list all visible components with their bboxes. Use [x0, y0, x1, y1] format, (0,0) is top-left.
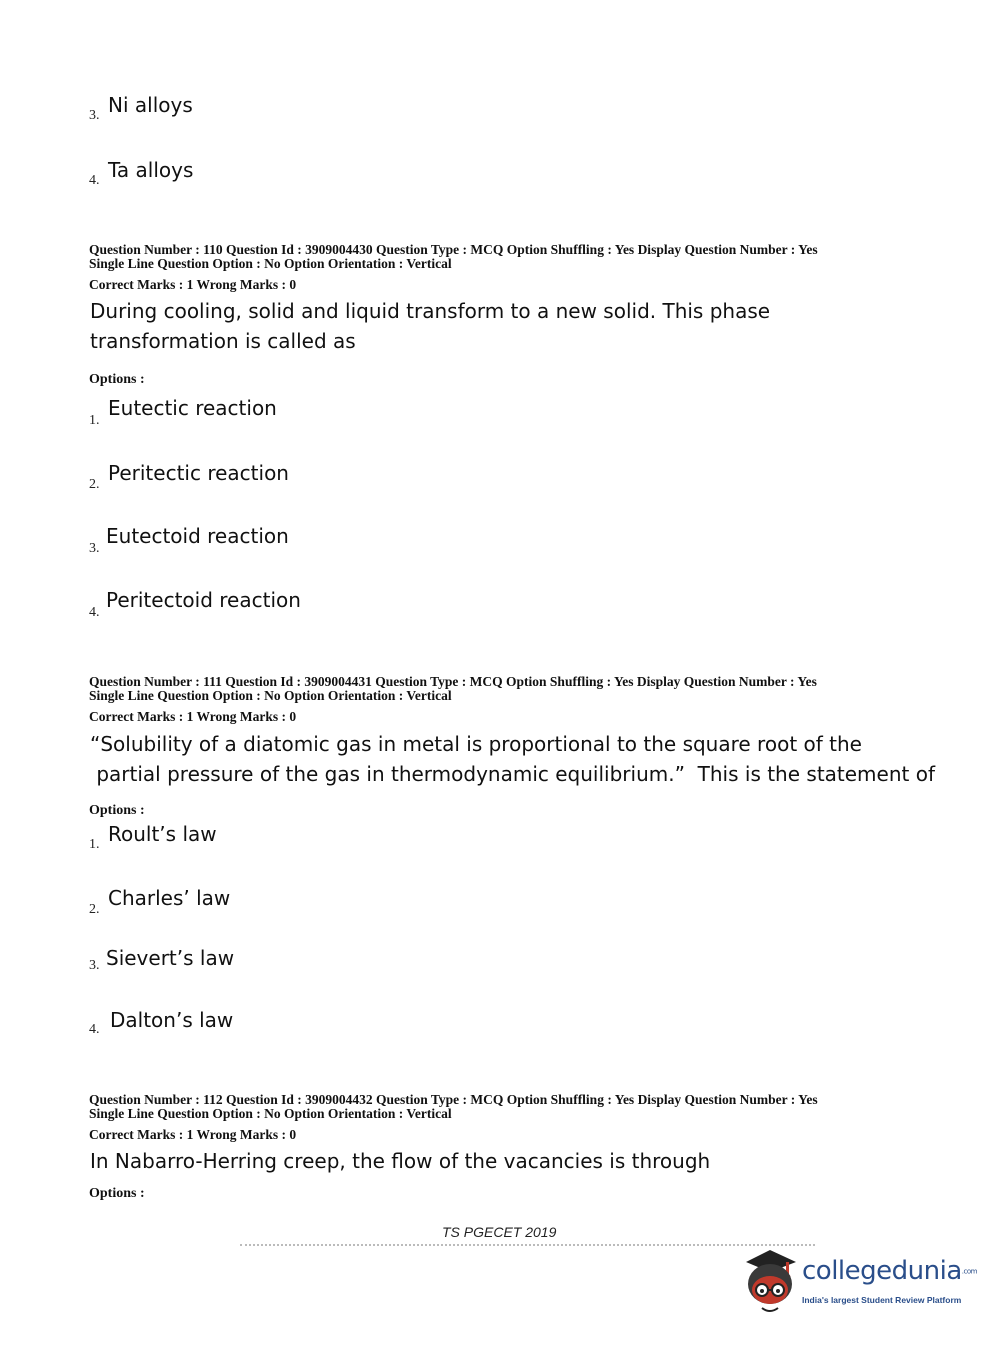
question-meta-line2: Single Line Question Option : No Option Orientation : Vertical: [89, 256, 452, 271]
logo-wordmark: collegedunia.com: [802, 1256, 977, 1286]
question-text-line: In Nabarro-Herring creep, the flow of the vacancies is through: [90, 1149, 711, 1173]
option-text: Eutectic reaction: [108, 396, 277, 420]
mascot-icon: [740, 1246, 802, 1316]
question-meta: [89, 243, 818, 271]
option-number: 3.: [89, 108, 100, 123]
option-text: Ta alloys: [108, 158, 194, 182]
question-meta: [89, 1093, 818, 1121]
option-text: Peritectic reaction: [108, 461, 289, 485]
question-meta-line2: Single Line Question Option : No Option Orientation : Vertical: [89, 1106, 452, 1121]
option-number: 4.: [89, 605, 100, 620]
question-meta-line2: Single Line Question Option : No Option Orientation : Vertical: [89, 688, 452, 703]
question-text: [90, 296, 770, 356]
question-text-line: During cooling, solid and liquid transform to a new solid. This phase: [90, 299, 771, 323]
option-text: Peritectoid reaction: [106, 588, 301, 612]
options-label: Options :: [89, 1186, 145, 1201]
options-label: Options :: [89, 372, 145, 387]
logo-tagline: India's largest Student Review Platform: [802, 1295, 962, 1305]
collegedunia-logo[interactable]: [740, 1246, 977, 1316]
option-text: Dalton’s law: [110, 1008, 234, 1032]
option-number: 3.: [89, 958, 100, 973]
option-text: Sievert’s law: [106, 946, 235, 970]
question-marks: Correct Marks : 1 Wrong Marks : 0: [89, 709, 297, 724]
question-meta-line1: Question Number : 111 Question Id : 3909004431 Question Type : MCQ Option Shuffling : Yes Display Question Number : Yes: [89, 674, 817, 689]
option-number: 4.: [89, 173, 100, 188]
question-text-line: “Solubility of a diatomic gas in metal is proportional to the square root of the: [90, 732, 862, 756]
question-text-line: transformation is called as: [90, 329, 356, 353]
option-text: Eutectoid reaction: [106, 524, 289, 548]
question-text-line: partial pressure of the gas in thermodynamic equilibrium.” This is the statement of: [90, 762, 935, 786]
option-text: Roult’s law: [108, 822, 217, 846]
option-number: 3.: [89, 541, 100, 556]
question-text: [90, 1146, 710, 1176]
logo-domain: .com: [961, 1267, 977, 1276]
option-number: 1.: [89, 837, 100, 852]
options-label: Options :: [89, 803, 145, 818]
question-meta-line1: Question Number : 110 Question Id : 3909004430 Question Type : MCQ Option Shuffling : Yes Display Question Number : Yes: [89, 242, 818, 257]
option-number: 1.: [89, 413, 100, 428]
question-marks: Correct Marks : 1 Wrong Marks : 0: [89, 277, 297, 292]
option-text: Ni alloys: [108, 93, 193, 117]
question-meta: [89, 675, 817, 703]
footer-divider: [240, 1244, 815, 1246]
exam-footer-title: TS PGECET 2019: [442, 1224, 557, 1240]
option-text: Charles’ law: [108, 886, 231, 910]
question-marks: Correct Marks : 1 Wrong Marks : 0: [89, 1127, 297, 1142]
option-number: 2.: [89, 477, 100, 492]
question-text: [90, 729, 935, 789]
option-number: 2.: [89, 902, 100, 917]
question-meta-line1: Question Number : 112 Question Id : 3909004432 Question Type : MCQ Option Shuffling : Yes Display Question Number : Yes: [89, 1092, 818, 1107]
option-number: 4.: [89, 1022, 100, 1037]
